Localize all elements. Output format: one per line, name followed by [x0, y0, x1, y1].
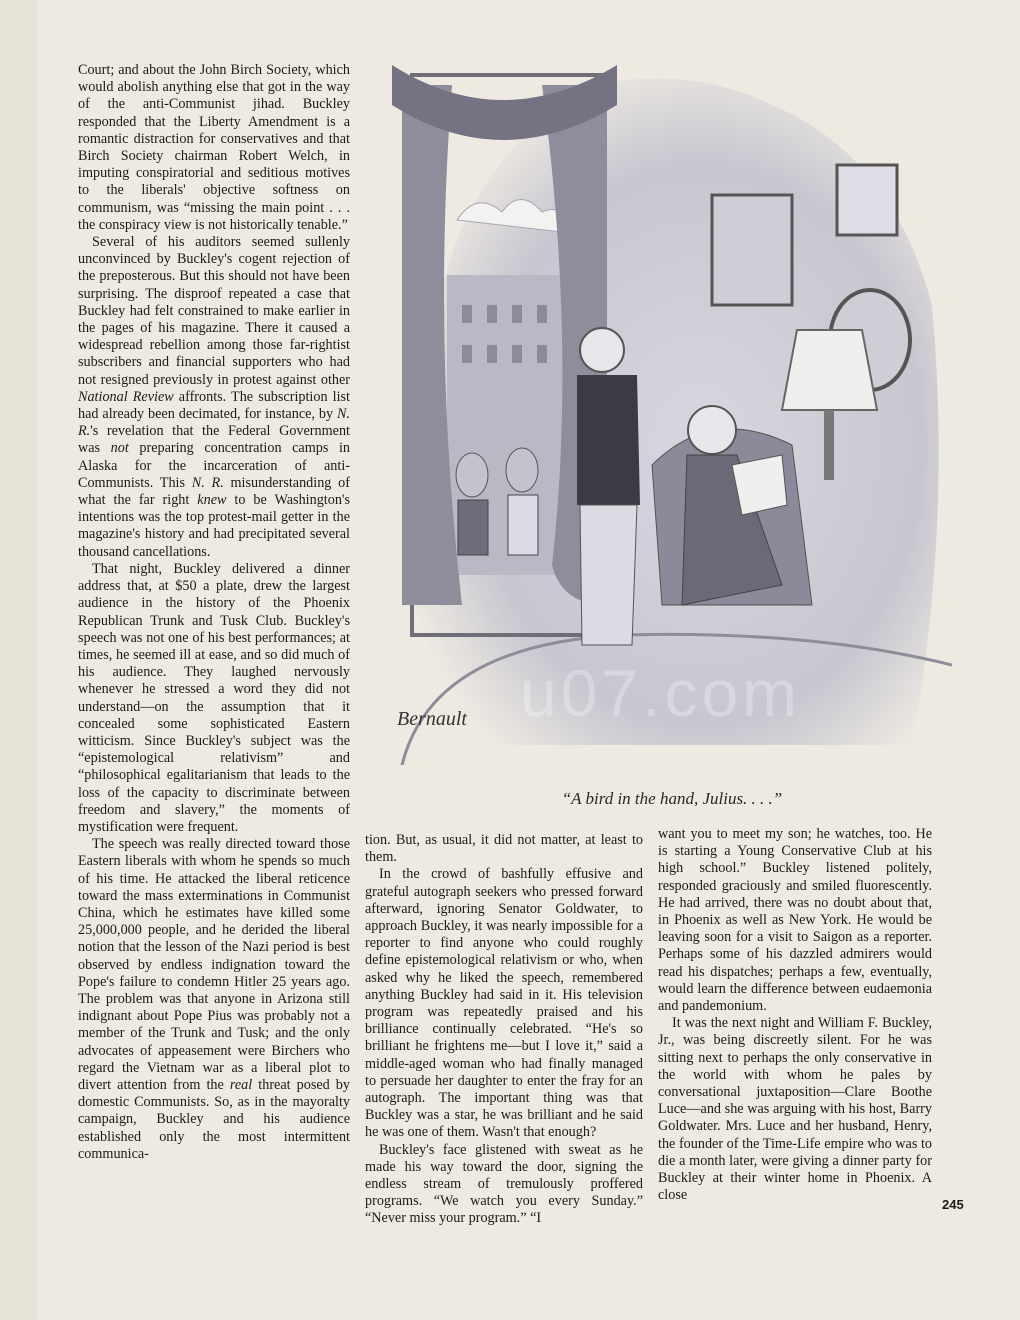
man-vest: [577, 375, 640, 505]
man-trousers: [580, 505, 637, 645]
page-edge: [0, 0, 38, 1320]
lamp-shade: [782, 330, 877, 410]
paragraph: That night, Buckley delivered a dinner address that, at $50 a plate, drew the largest audience in the history of the Phoenix Republican Trunk and Tusk Club. Buckley's speech was not one of his best performances; at times, he seemed ill at ease, and so did much of his audience. They laughed nervously whenever he stressed a word they did not understand—on the assumption that it concealed some sophisticated Eastern witticism. Since Buckley's subject was the “epistemological relativism” and “philosophical egalitarianism that leads to the loss of the capacity to discriminate between freedom and slavery,” the moments of mystification were frequent.: [78, 560, 350, 835]
wall-picture: [837, 165, 897, 235]
paragraph: It was the next night and William F. Buckley, Jr., was being discreetly silent. For he was sitting next to perhaps the only conservative in the world with whom he pales by conversational juxtaposition—Clare Boothe Luce—and she was arguing with his host, Barry Goldwater. Mrs. Luce and her husband, Henry, the founder of the Time-Life empire who was to die a month later, were giving a dinner party for Buckley at their winter home in Phoenix. A close: [658, 1015, 932, 1204]
paragraph: want you to meet my son; he watches, too. He is starting a Young Conservative Club at his high school.” Buckley listened politely, responded graciously and smiled fluorescently. He had arrived, there was no doubt about that, in Phoenix as well as New York. He would be leaving soon for a visit to Saigon as a reporter. Perhaps some of his dazzled admirers would read his dispatches; perhaps a few, eventually, would learn the difference between eudaemonia and pandemonium.: [658, 826, 932, 1015]
woman-head: [688, 406, 736, 454]
paragraph: The speech was really directed toward those Eastern liberals with whom he spends so much of his time. He attacked the liberal reticence toward the mass exterminations in Communist China, which he estimates have killed some 25,000,000 people, and he derided the liberal notion that the lesson of the Nazi period is best observed by endless indignation toward the Pope's failure to condemn Hitler 25 years ago. The problem was that anyone in Arizona still indignant about Pope Pius was probably not a member of the Trunk and Tusk; and the only advocates of appeasement were Birchers who regard the Vietnam war as a liberal plot to divert attention from the real threat posed by domestic Communists. So, as in the mayoralty campaign, Buckley and his audience established only the most intermittent communica-: [78, 836, 350, 1162]
paragraph: Buckley's face glistened with sweat as he made his way toward the door, signing the endless stream of tremulously proffered programs. “We watch you every Sunday.” “Never miss your program.” “I: [365, 1141, 643, 1227]
cartoon-caption: “A bird in the hand, Julius. . . .”: [561, 789, 783, 808]
wall-picture: [712, 195, 792, 305]
paragraph: In the crowd of bashfully effusive and grateful autograph seekers who pressed forward afterward, ignoring Senator Goldwater, to approach Buckley, it was nearly impossible for a reporter to find anyone who could roughly define epistemological relativism or who, when asked why he liked the speech, remembered anything Buckley had said in it. His television program was repeatedly praised and his brilliance continually celebrated. “He's so brilliant he frightens me—but I love it,” said a middle-aged woman who had finally managed to persuade her daughter to enter the fray for an autograph. The important thing was that Buckley was a star, he was brilliant and he said he was one of them. Wasn't that enough?: [365, 866, 643, 1141]
article-column-1: [78, 62, 350, 1163]
article-column-3: [658, 826, 932, 1204]
paragraph: Several of his auditors seemed sullenly unconvinced by Buckley's cogent rejection of the preposterous. But this should not have been surprising. The disproof repeated a case that Buckley had felt constrained to make earlier in the pages of his magazine. There it caused a widespread rebellion among those far-rightist subscribers and financial supporters who had not resigned previously in protest against other National Review affronts. The subscription list had already been decimated, for instance, by N. R.'s revelation that the Federal Government was not preparing concentration camps in Alaska for the incarceration of anti-Communists. This N. R. misunderstanding of what the far right knew to be Washington's intentions was the top protest-mail getter in the magazine's history and had precipitated several thousand cancellations.: [78, 234, 351, 560]
article-column-2: [365, 832, 643, 1228]
page-number: 245: [942, 1197, 964, 1212]
artist-signature: Bernault: [397, 708, 467, 730]
man-head: [580, 328, 624, 372]
paragraph: tion. But, as usual, it did not matter, at least to them.: [365, 832, 643, 866]
girl-figure: [456, 453, 488, 497]
magazine: [732, 455, 787, 515]
girl-figure: [506, 448, 538, 492]
paragraph: Court; and about the John Birch Society, which would abolish anything else that got in the way of the anti-Communist jihad. Buckley responded that the Liberty Amendment is a romantic distraction for conservatives and that Birch Society chairman Robert Welch, in imputing conspiratorial and seditious motives to the liberals' objective softness on communism, was “missing the main point . . . the conspiracy view is not historically tenable.”: [78, 62, 350, 233]
watermark: u07.com: [520, 656, 802, 730]
lamp-stand: [824, 410, 834, 480]
